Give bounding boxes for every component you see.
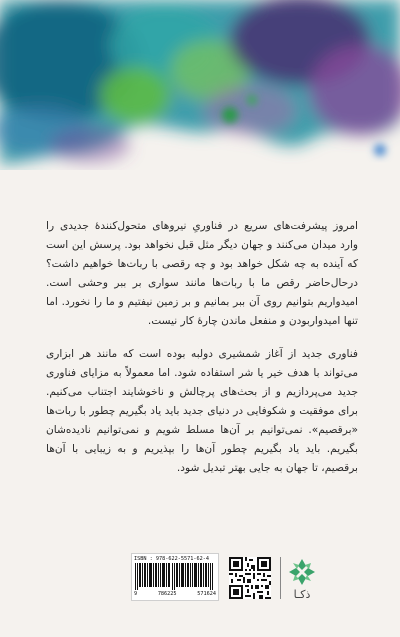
qr-code [229, 557, 271, 599]
publisher-logo-icon [287, 557, 317, 587]
isbn-label: ISBN : 978-622-5571-62-4 [134, 556, 209, 562]
divider-line [280, 557, 281, 599]
barcode-digit-prefix: 9 [134, 591, 138, 597]
description-paragraph-2: فناوری جدید از آغاز شمشیری دولبه بوده است که مانند هر ابزاری می‌تواند با هدف خیر یا شر استفاده شود. اما معمولاً به مزایای فناوری جدید می‌پردازیم و از بحث‌های پرچالش و ناخوشایند اجتناب می‌کنیم. برای موفقیت و شکوفایی در دنیای جدید باید یاد بگیریم چطور با ربات‌ها «برقصیم». نمی‌توانیم بر آن‌ها مسلط شویم و نمی‌توانیم نادیده‌شان بگیریم. باید یاد بگیریم چطور آن‌ها را بپذیریم و به زیبایی با آن‌ها برقصیم، تا جهان به جایی بهتر تبدیل شود. [46, 347, 358, 474]
description-paragraph-1: امروز پیشرفت‌های سریع در فناوریِ نیروهای متحول‌کنندهٔ جدیدی را وارد میدان می‌کنند و جهان دیگر مثل قبل نخواهد بود. پرسش این است که آینده به چه شکل خواهد بود و چه رقصی با ربات‌ها خواهیم داشت؟ درحال‌حاضر رقص ما با ربات‌ها مانند سواری بر ببر وحشی است. امیدواریم بتوانیم روی آن ببر بمانیم و بر زمین نیفتیم و ما را نخورد. اما تنها امیدواربودن و منفعل ماندن چارهٔ کار نیست. [46, 219, 358, 327]
publisher-name: ذکـا [293, 588, 311, 601]
barcode-bars [135, 563, 215, 590]
isbn-barcode [131, 553, 219, 601]
watercolor-header [0, 0, 400, 170]
barcode-digits [134, 591, 216, 597]
barcode-digit-right: 571624 [197, 591, 216, 597]
barcode-digit-left: 786225 [157, 591, 177, 597]
